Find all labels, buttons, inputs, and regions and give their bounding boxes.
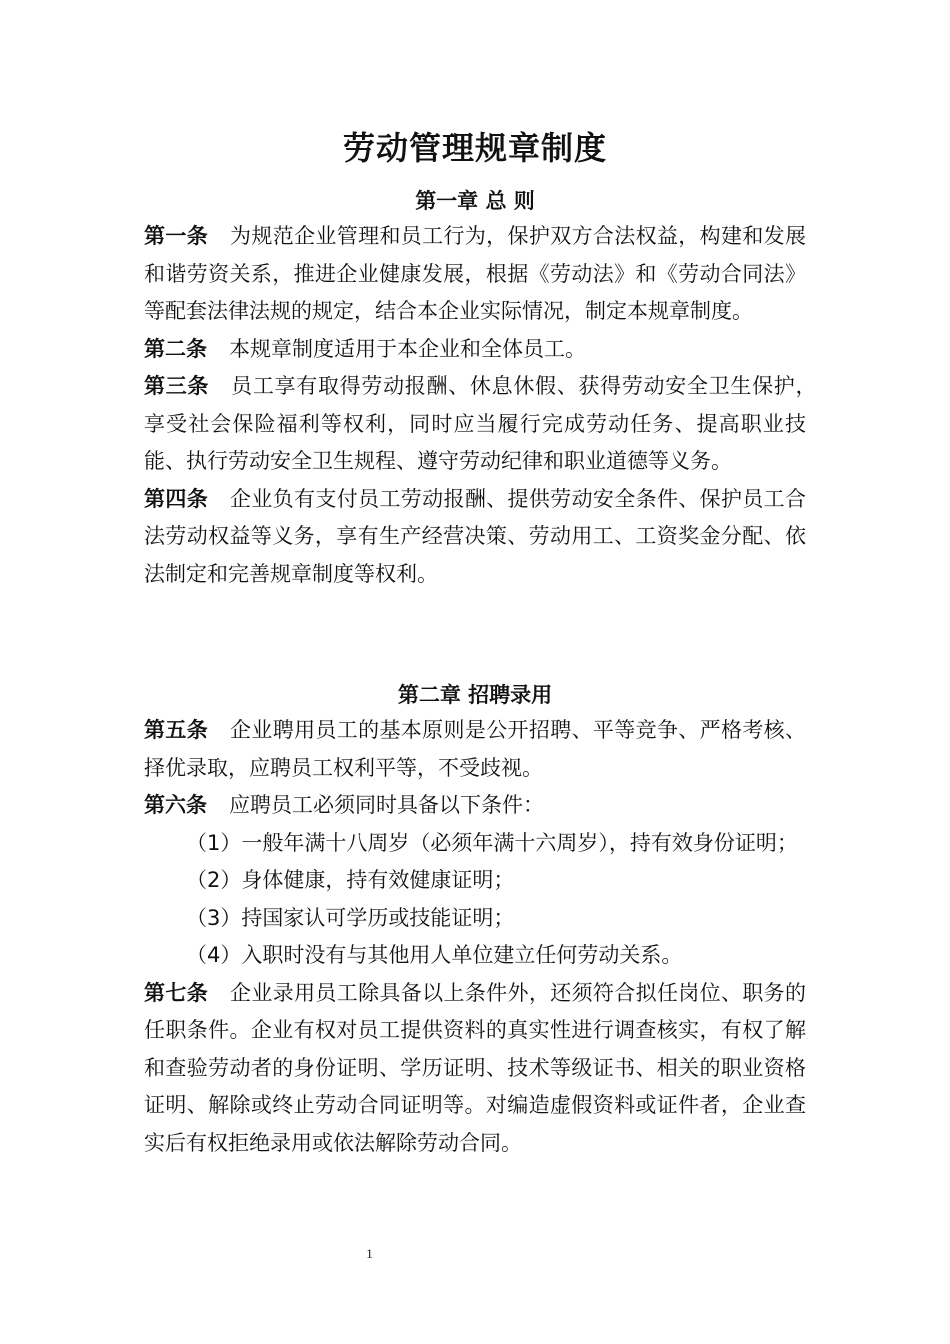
article-paragraph — [144, 712, 806, 787]
list-item: （4）入职时没有与其他用人单位建立任何劳动关系。 — [186, 943, 683, 967]
article-paragraph — [144, 331, 806, 369]
page-number: 1 — [366, 1246, 373, 1261]
chapter-2-body — [144, 712, 806, 1162]
article-text: 企业负有支付员工劳动报酬、提供劳动安全条件、保护员工合法劳动权益等义务，享有生产经营决策、劳动用工、工资奖金分配、依法制定和完善规章制度等权利。 — [144, 486, 807, 586]
article-text: 员工享有取得劳动报酬、休息休假、获得劳动安全卫生保护， 享受社会保险福利等权利，同时应当履行完成劳动任务、提高职业技能、执行劳动安全卫生规程、遵守劳动纪律和职业道德等义务。 — [144, 374, 828, 473]
article-paragraph — [144, 218, 806, 331]
article-paragraph — [144, 787, 806, 825]
article-text: 为规范企业管理和员工行为，保护双方合法权益，构建和发展和谐劳资关系，推进企业健康发展，根据《劳动法》和《劳动合同法》等配套法律法规的规定，结合本企业实际情况，制定本规章制度。 — [144, 224, 807, 323]
article-label: 第一条 — [144, 224, 209, 248]
article-paragraph — [144, 481, 806, 594]
article-label: 第七条 — [144, 980, 209, 1005]
chapter-heading: 第二章 招聘录用 — [397, 683, 553, 707]
list-item: （1）一般年满十八周岁（必须年满十六周岁），持有效身份证明； — [186, 830, 798, 855]
article-text: 应聘员工必须同时具备以下条件： — [229, 793, 544, 817]
article-label: 第三条 — [144, 374, 210, 398]
chapter-1-body — [144, 218, 828, 593]
article-label: 第四条 — [144, 486, 209, 511]
article-paragraph — [144, 975, 806, 1163]
article-paragraph — [144, 368, 828, 481]
list-item: （2）身体健康，持有效健康证明； — [186, 868, 515, 892]
article-text: 企业聘用员工的基本原则是公开招聘、平等竞争、严格考核、择优录取，应聘员工权利平等，不受歧视。 — [144, 718, 807, 780]
article-label: 第五条 — [144, 718, 209, 742]
article-text: 本规章制度适用于本企业和全体员工。 — [229, 336, 586, 361]
chapter-heading: 第一章 总 则 — [415, 189, 535, 213]
article-label: 第二条 — [144, 336, 207, 361]
article-text: 企业录用员工除具备以上条件外，还须符合拟任岗位、职务的任职条件。企业有权对员工提供资料的真实性进行调查核实，有权了解和查验劳动者的身份证明、学历证明、技术等级证书、相关的职业资格证明、解除或终止劳动合同证明等。对编造虚假资料或证件者，企业查实后有权拒绝录用或依法解除劳动合同。 — [144, 980, 807, 1155]
document-title: 劳动管理规章制度 — [342, 129, 607, 167]
list-item: （3）持国家认可学历或技能证明； — [186, 905, 515, 930]
article-label: 第六条 — [144, 793, 207, 817]
